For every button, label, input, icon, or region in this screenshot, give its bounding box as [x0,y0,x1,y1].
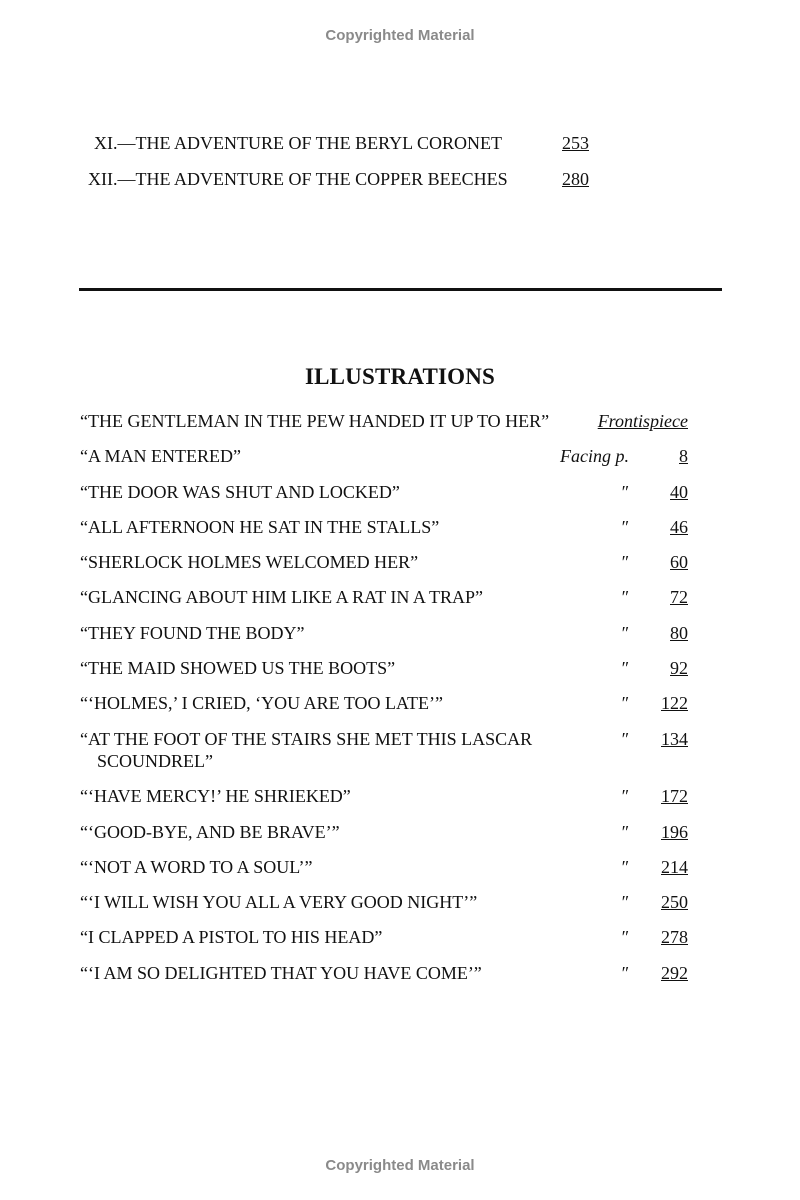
illustration-page-link[interactable]: 250 [661,892,688,912]
illustration-page-link[interactable]: 60 [670,552,688,572]
illustration-caption [80,728,550,772]
contents-row [0,168,800,190]
contents-page-link[interactable]: 280 [562,169,589,189]
ditto-mark: ″ [620,482,628,502]
ditto-mark: ″ [620,963,628,983]
illustration-page-link[interactable]: 214 [661,857,688,877]
illustration-page-link[interactable]: 172 [661,786,688,806]
ditto-mark: ″ [620,857,628,877]
illustration-page-link[interactable]: 46 [670,517,688,537]
illustrations-heading: ILLUSTRATIONS [304,364,496,389]
ditto-mark: ″ [620,623,628,643]
illustration-page-link[interactable]: 278 [661,927,688,947]
contents-page-link[interactable]: 253 [562,133,589,153]
copyright-watermark-bottom: Copyrighted Material [325,1157,475,1174]
ditto-mark: ″ [620,517,628,537]
illustration-caption: “‘HOLMES,’ I CRIED, ‘YOU ARE TOO LATE’” [80,693,443,713]
ditto-mark: ″ [620,729,628,749]
illustration-caption: “‘I AM SO DELIGHTED THAT YOU HAVE COME’” [80,963,482,983]
frontispiece-link[interactable]: Frontispiece [597,411,688,431]
illustration-caption-line: “AT THE FOOT OF THE STAIRS SHE MET THIS LASCAR [80,729,533,749]
ditto-mark: ″ [620,552,628,572]
contents-title: XI.—THE ADVENTURE OF THE BERYL CORONET [94,133,502,153]
illustration-page-link[interactable]: 40 [670,482,688,502]
illustration-caption: “I CLAPPED A PISTOL TO HIS HEAD” [80,927,383,947]
illustration-caption: “‘NOT A WORD TO A SOUL’” [80,857,313,877]
contents-title: XII.—THE ADVENTURE OF THE COPPER BEECHES [88,169,508,189]
illustration-caption: “‘HAVE MERCY!’ HE SHRIEKED” [80,786,351,806]
copyright-watermark-top: Copyrighted Material [325,27,475,44]
illustration-caption: “A MAN ENTERED” [80,446,241,466]
ditto-mark: ″ [620,786,628,806]
illustration-caption: “THEY FOUND THE BODY” [80,623,305,643]
illustration-page-link[interactable]: 196 [661,822,688,842]
illustration-page-link[interactable]: 92 [670,658,688,678]
illustration-caption-continuation: SCOUNDREL” [97,751,213,771]
illustration-page-link[interactable]: 8 [679,446,688,466]
illustration-caption: “THE DOOR WAS SHUT AND LOCKED” [80,482,400,502]
illustration-caption: “‘GOOD-BYE, AND BE BRAVE’” [80,822,340,842]
illustration-caption: “‘I WILL WISH YOU ALL A VERY GOOD NIGHT’” [80,892,478,912]
illustration-page-link[interactable]: 134 [661,729,688,749]
illustration-page-link[interactable]: 72 [670,587,688,607]
illustration-caption: “ALL AFTERNOON HE SAT IN THE STALLS” [80,517,440,537]
contents-row [0,132,800,154]
illustration-page-link[interactable]: 80 [670,623,688,643]
illustration-caption: “GLANCING ABOUT HIM LIKE A RAT IN A TRAP” [80,587,484,607]
illustration-caption: “THE GENTLEMAN IN THE PEW HANDED IT UP TO HER” [80,411,550,431]
ditto-mark: ″ [620,693,628,713]
illustration-page-link[interactable]: 122 [661,693,688,713]
ditto-mark: ″ [620,587,628,607]
section-divider [79,288,722,291]
illustration-caption: “THE MAID SHOWED US THE BOOTS” [80,658,396,678]
ditto-mark: ″ [620,822,628,842]
facing-page-marker: Facing p. [560,446,629,466]
ditto-mark: ″ [620,927,628,947]
illustration-page-link[interactable]: 292 [661,963,688,983]
ditto-mark: ″ [620,892,628,912]
illustration-caption: “SHERLOCK HOLMES WELCOMED HER” [80,552,419,572]
ditto-mark: ″ [620,658,628,678]
